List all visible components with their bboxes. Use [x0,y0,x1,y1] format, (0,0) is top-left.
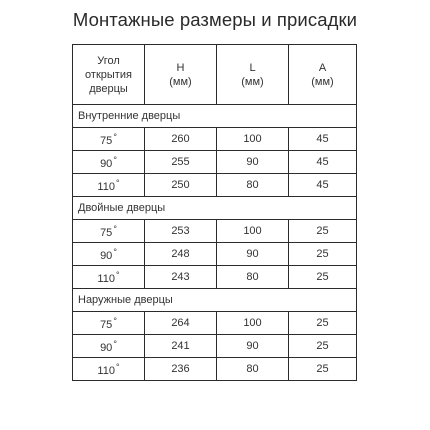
angle-value: 90 [100,341,113,354]
degree-mark: ° [113,223,117,234]
l-value: 90 [217,243,289,266]
angle-value: 110 [97,364,115,377]
table-row [73,358,357,381]
mounting-dimensions-table [72,44,357,381]
section-row-double-doors [73,197,357,220]
table-row [73,335,357,358]
header-angle-line: дверцы [89,82,128,95]
l-value: 100 [217,220,289,243]
header-l-unit: (мм) [241,75,264,88]
angle-cell [73,335,145,358]
header-h-unit: (мм) [169,75,192,88]
header-angle-line: Угол [97,54,120,67]
header-angle-line: открытия [85,68,132,81]
angle-cell [73,174,145,197]
l-value: 100 [217,312,289,335]
h-value: 241 [145,335,217,358]
h-value: 236 [145,358,217,381]
section-label: Внутренние дверцы [73,105,357,128]
section-label: Двойные дверцы [73,197,357,220]
angle-cell [73,312,145,335]
degree-mark: ° [115,177,120,188]
degree-mark: ° [115,361,120,372]
degree-mark: ° [113,315,117,326]
angle-cell [73,243,145,266]
table-row [73,220,357,243]
h-value: 243 [145,266,217,289]
h-value: 255 [145,151,217,174]
h-value: 260 [145,128,217,151]
degree-mark: ° [115,269,120,280]
h-value: 250 [145,174,217,197]
section-row-outer-doors [73,289,357,312]
a-value: 25 [289,358,357,381]
header-a-name: A [318,61,327,74]
header-a-unit: (мм) [311,75,334,88]
degree-mark: ° [113,131,117,142]
degree-mark: ° [113,154,117,165]
h-value: 248 [145,243,217,266]
h-value: 264 [145,312,217,335]
angle-value: 90 [100,157,113,170]
page-title: Монтажные размеры и присадки [72,9,358,30]
angle-cell [73,220,145,243]
table-row [73,151,357,174]
header-h [145,45,217,105]
table-row [73,312,357,335]
angle-value: 75 [100,318,113,331]
l-value: 90 [217,151,289,174]
table-row [73,266,357,289]
angle-value: 110 [97,180,115,193]
header-l [217,45,289,105]
angle-value: 110 [97,272,115,285]
header-a [289,45,357,105]
a-value: 45 [289,151,357,174]
section-label: Наружные дверцы [73,289,357,312]
angle-value: 75 [100,134,113,147]
angle-cell [73,128,145,151]
l-value: 80 [217,174,289,197]
a-value: 25 [289,335,357,358]
angle-cell [73,266,145,289]
a-value: 25 [289,243,357,266]
degree-mark: ° [113,338,117,349]
table-row [73,174,357,197]
header-opening-angle [73,45,145,105]
l-value: 80 [217,358,289,381]
a-value: 25 [289,266,357,289]
degree-mark: ° [113,246,117,257]
a-value: 25 [289,312,357,335]
angle-cell [73,151,145,174]
angle-cell [73,358,145,381]
table-header-row [73,45,357,105]
section-row-inner-doors [73,105,357,128]
angle-value: 75 [100,226,113,239]
header-h-name: H [176,61,185,74]
l-value: 100 [217,128,289,151]
angle-value: 90 [100,249,113,262]
l-value: 90 [217,335,289,358]
l-value: 80 [217,266,289,289]
table-row [73,128,357,151]
a-value: 45 [289,174,357,197]
h-value: 253 [145,220,217,243]
table-row [73,243,357,266]
a-value: 25 [289,220,357,243]
a-value: 45 [289,128,357,151]
header-l-name: L [249,61,256,74]
